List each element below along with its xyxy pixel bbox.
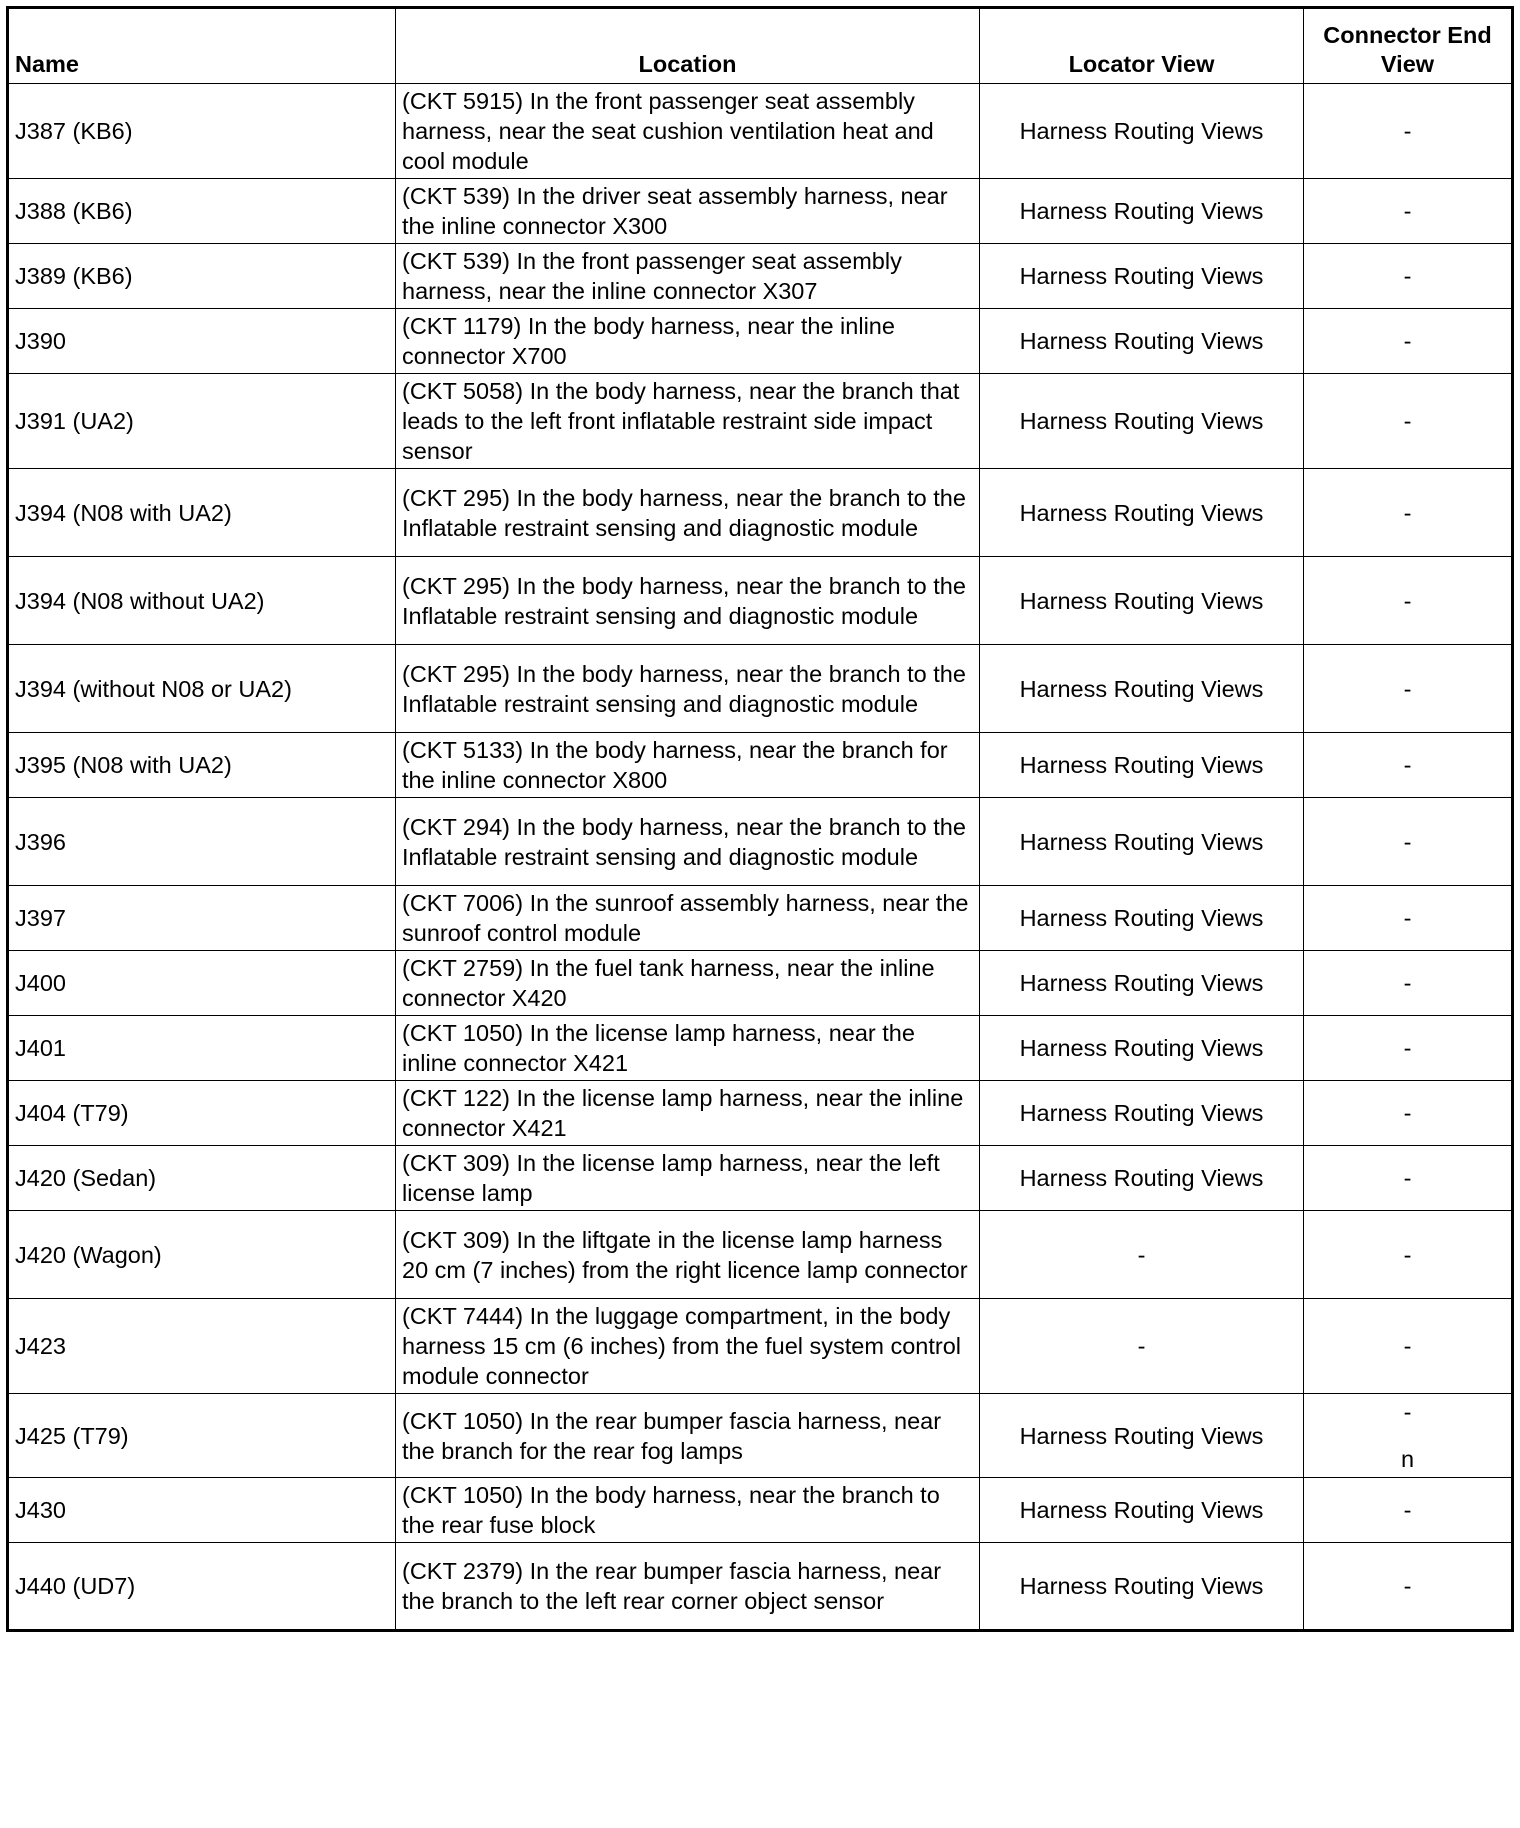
cell-name: J389 (KB6) xyxy=(8,244,396,309)
cell-connector-end-view: - xyxy=(1304,84,1513,179)
table-row xyxy=(8,1543,1513,1631)
connector-location-table xyxy=(6,6,1514,1632)
table-body xyxy=(8,84,1513,1631)
cell-locator-view: Harness Routing Views xyxy=(980,1543,1304,1631)
cell-name: J387 (KB6) xyxy=(8,84,396,179)
cell-connector-end-view: - xyxy=(1304,1543,1513,1631)
cell-connector-end-view: - xyxy=(1304,798,1513,886)
cell-connector-end-view: - xyxy=(1304,1016,1513,1081)
table-row xyxy=(8,1016,1513,1081)
column-header-location: Location xyxy=(396,8,980,84)
cell-name: J420 (Sedan) xyxy=(8,1146,396,1211)
cell-locator-view: Harness Routing Views xyxy=(980,645,1304,733)
cell-name: J394 (N08 with UA2) xyxy=(8,469,396,557)
cell-name: J425 (T79) xyxy=(8,1394,396,1478)
cell-locator-view: Harness Routing Views xyxy=(980,469,1304,557)
cell-name: J394 (N08 without UA2) xyxy=(8,557,396,645)
cell-name: J388 (KB6) xyxy=(8,179,396,244)
table-row xyxy=(8,1146,1513,1211)
cell-location: (CKT 539) In the driver seat assembly harness, near the inline connector X300 xyxy=(396,179,980,244)
cell-name: J430 xyxy=(8,1478,396,1543)
cell-location: (CKT 309) In the liftgate in the license lamp harness 20 cm (7 inches) from the right licence lamp connector xyxy=(396,1211,980,1299)
cell-locator-view: Harness Routing Views xyxy=(980,244,1304,309)
table-row xyxy=(8,951,1513,1016)
cell-locator-view: Harness Routing Views xyxy=(980,733,1304,798)
cell-location: (CKT 7444) In the luggage compartment, in the body harness 15 cm (6 inches) from the fuel system control module connector xyxy=(396,1299,980,1394)
cell-location: (CKT 1050) In the body harness, near the branch to the rear fuse block xyxy=(396,1478,980,1543)
cell-name: J394 (without N08 or UA2) xyxy=(8,645,396,733)
cell-connector-end-view: - xyxy=(1304,886,1513,951)
table-row xyxy=(8,374,1513,469)
cell-location: (CKT 2759) In the fuel tank harness, near the inline connector X420 xyxy=(396,951,980,1016)
cell-location: (CKT 295) In the body harness, near the branch to the Inflatable restraint sensing and diagnostic module xyxy=(396,469,980,557)
cell-location: (CKT 5915) In the front passenger seat assembly harness, near the seat cushion ventilation heat and cool module xyxy=(396,84,980,179)
cell-location: (CKT 294) In the body harness, near the branch to the Inflatable restraint sensing and diagnostic module xyxy=(396,798,980,886)
cell-locator-view: Harness Routing Views xyxy=(980,84,1304,179)
cell-connector-end-view: - xyxy=(1304,1478,1513,1543)
cell-locator-view: Harness Routing Views xyxy=(980,798,1304,886)
cell-location: (CKT 1050) In the license lamp harness, near the inline connector X421 xyxy=(396,1016,980,1081)
connector-location-table-container xyxy=(6,6,1511,1632)
cell-location: (CKT 2379) In the rear bumper fascia harness, near the branch to the left rear corner object sensor xyxy=(396,1543,980,1631)
cell-location: (CKT 1179) In the body harness, near the inline connector X700 xyxy=(396,309,980,374)
cell-connector-end-view: - xyxy=(1304,557,1513,645)
cell-location: (CKT 5133) In the body harness, near the branch for the inline connector X800 xyxy=(396,733,980,798)
cell-name: J401 xyxy=(8,1016,396,1081)
column-header-name: Name xyxy=(8,8,396,84)
cell-connector-end-view: - xyxy=(1304,179,1513,244)
cell-locator-view: Harness Routing Views xyxy=(980,1081,1304,1146)
table-row xyxy=(8,244,1513,309)
cell-connector-end-view: - xyxy=(1304,645,1513,733)
table-row xyxy=(8,733,1513,798)
cell-name: J420 (Wagon) xyxy=(8,1211,396,1299)
cell-name: J390 xyxy=(8,309,396,374)
cell-name: J440 (UD7) xyxy=(8,1543,396,1631)
cell-location: (CKT 295) In the body harness, near the branch to the Inflatable restraint sensing and diagnostic module xyxy=(396,557,980,645)
table-header-row xyxy=(8,8,1513,84)
table-row xyxy=(8,84,1513,179)
cell-connector-end-view: - xyxy=(1304,244,1513,309)
cell-name: J397 xyxy=(8,886,396,951)
cell-location: (CKT 295) In the body harness, near the branch to the Inflatable restraint sensing and diagnostic module xyxy=(396,645,980,733)
cell-location: (CKT 309) In the license lamp harness, near the left license lamp xyxy=(396,1146,980,1211)
cell-name: J404 (T79) xyxy=(8,1081,396,1146)
cell-location: (CKT 7006) In the sunroof assembly harness, near the sunroof control module xyxy=(396,886,980,951)
cell-location: (CKT 122) In the license lamp harness, near the inline connector X421 xyxy=(396,1081,980,1146)
cell-location: (CKT 1050) In the rear bumper fascia harness, near the branch for the rear fog lamps xyxy=(396,1394,980,1478)
cell-locator-view: - xyxy=(980,1211,1304,1299)
cell-locator-view: - xyxy=(980,1299,1304,1394)
table-row xyxy=(8,1478,1513,1543)
cell-location: (CKT 539) In the front passenger seat assembly harness, near the inline connector X307 xyxy=(396,244,980,309)
cell-locator-view: Harness Routing Views xyxy=(980,374,1304,469)
table-row xyxy=(8,557,1513,645)
cell-locator-view: Harness Routing Views xyxy=(980,1016,1304,1081)
cell-name: J391 (UA2) xyxy=(8,374,396,469)
cell-locator-view: Harness Routing Views xyxy=(980,951,1304,1016)
table-row xyxy=(8,1211,1513,1299)
cell-connector-end-view: - xyxy=(1304,374,1513,469)
cell-connector-end-view: - xyxy=(1304,1211,1513,1299)
table-row xyxy=(8,1081,1513,1146)
connector-end-view-extra: n xyxy=(1400,1446,1415,1472)
table-row xyxy=(8,1299,1513,1394)
connector-end-view-value: - xyxy=(1403,1399,1412,1425)
cell-connector-end-view: - xyxy=(1304,1146,1513,1211)
table-row xyxy=(8,886,1513,951)
cell-connector-end-view: - xyxy=(1304,733,1513,798)
cell-name: J395 (N08 with UA2) xyxy=(8,733,396,798)
cell-location: (CKT 5058) In the body harness, near the branch that leads to the left front inflatable restraint side impact sensor xyxy=(396,374,980,469)
cell-connector-end-view: - xyxy=(1304,1299,1513,1394)
cell-locator-view: Harness Routing Views xyxy=(980,1146,1304,1211)
table-row xyxy=(8,798,1513,886)
column-header-locator-view: Locator View xyxy=(980,8,1304,84)
cell-connector-end-view xyxy=(1304,1394,1513,1478)
table-row xyxy=(8,469,1513,557)
cell-locator-view: Harness Routing Views xyxy=(980,1478,1304,1543)
table-row xyxy=(8,309,1513,374)
cell-connector-end-view: - xyxy=(1304,469,1513,557)
table-row xyxy=(8,179,1513,244)
cell-locator-view: Harness Routing Views xyxy=(980,1394,1304,1478)
cell-locator-view: Harness Routing Views xyxy=(980,886,1304,951)
cell-name: J400 xyxy=(8,951,396,1016)
cell-name: J423 xyxy=(8,1299,396,1394)
cell-connector-end-view: - xyxy=(1304,309,1513,374)
cell-connector-end-view: - xyxy=(1304,951,1513,1016)
table-row xyxy=(8,1394,1513,1478)
table-row xyxy=(8,645,1513,733)
cell-name: J396 xyxy=(8,798,396,886)
column-header-connector-end-view: Connector End View xyxy=(1304,8,1513,84)
cell-locator-view: Harness Routing Views xyxy=(980,179,1304,244)
cell-connector-end-view: - xyxy=(1304,1081,1513,1146)
cell-locator-view: Harness Routing Views xyxy=(980,309,1304,374)
cell-locator-view: Harness Routing Views xyxy=(980,557,1304,645)
